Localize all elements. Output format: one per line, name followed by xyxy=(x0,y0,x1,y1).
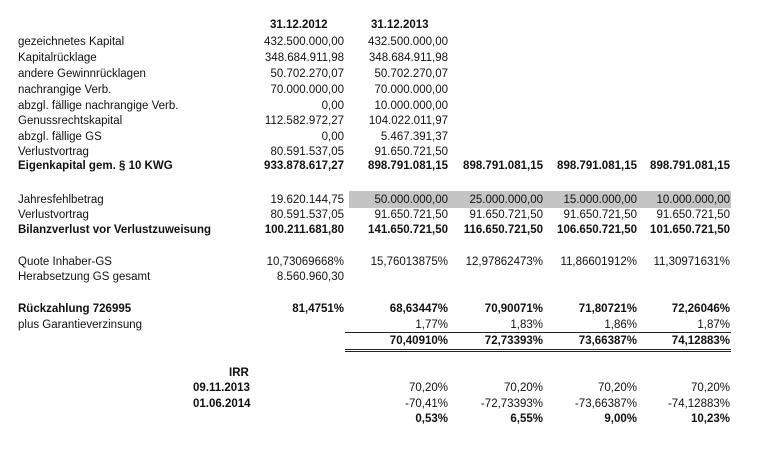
sum-rule-top xyxy=(345,332,731,333)
loss-total-value: 141.650.721,50 xyxy=(368,224,448,236)
row-label: Jahresfehlbetrag xyxy=(18,194,104,206)
rueckzahlung-value: 71,80721% xyxy=(578,303,637,315)
value-cell: 50.000.000,00 xyxy=(374,194,448,206)
garantie-label: plus Garantieverzinsung xyxy=(18,319,143,331)
value-2012: 0,00 xyxy=(321,100,344,112)
row-label: andere Gewinnrücklagen xyxy=(18,68,146,80)
rueckzahlung-value: 72,26046% xyxy=(671,303,730,315)
quote-value: 15,76013875% xyxy=(370,256,448,268)
irr-result: 0,53% xyxy=(415,413,448,425)
sum-value: 74,12883% xyxy=(671,335,730,347)
sum-rule-bottom-2 xyxy=(345,351,731,352)
value-2012: 112.582.972,27 xyxy=(264,115,344,127)
rueckzahlung-value: 70,90071% xyxy=(484,303,543,315)
value-2013: 70.000.000,00 xyxy=(374,84,448,96)
value-2012: 50.702.270,07 xyxy=(270,68,344,80)
equity-total-value: 898.791.081,15 xyxy=(463,160,543,172)
herabsetzung-label: Herabsetzung GS gesamt xyxy=(18,271,151,283)
rueckzahlung-label: Rückzahlung 726995 xyxy=(18,303,132,315)
value-cell: 91.650.721,50 xyxy=(563,209,637,221)
irr-value: -72,73393% xyxy=(480,398,543,410)
garantie-value: 1,83% xyxy=(510,319,543,331)
value-2013: 432.500.000,00 xyxy=(368,36,448,48)
irr-value: 70,20% xyxy=(503,382,543,394)
row-label: gezeichnetes Kapital xyxy=(18,36,125,48)
value-cell: 25.000.000,00 xyxy=(469,194,543,206)
value-2012: 0,00 xyxy=(321,131,344,143)
value-2013: 50.702.270,07 xyxy=(374,68,448,80)
value-2012: 80.591.537,05 xyxy=(270,146,344,158)
garantie-value: 1,86% xyxy=(604,319,637,331)
equity-total-value: 898.791.081,15 xyxy=(650,160,730,172)
irr-value: 70,20% xyxy=(690,382,730,394)
sum-rule-bottom-1 xyxy=(345,349,731,350)
irr-result: 6,55% xyxy=(510,413,543,425)
quote-value: 11,86601912% xyxy=(560,256,637,268)
loss-total-value: 101.650.721,50 xyxy=(650,224,730,236)
quote-label: Quote Inhaber-GS xyxy=(18,256,112,268)
value-2013: 91.650.721,50 xyxy=(374,146,448,158)
row-label: nachrangige Verb. xyxy=(18,84,112,96)
header-2013: 31.12.2013 xyxy=(371,19,429,31)
irr-date: 09.11.2013 xyxy=(193,382,250,394)
row-label: Genussrechtskapital xyxy=(18,115,123,127)
rueckzahlung-value: 81,4751% xyxy=(292,303,344,315)
irr-value: -73,66387% xyxy=(574,398,637,410)
value-2013: 104.022.011,97 xyxy=(368,115,448,127)
loss-total-value: 100.211.681,80 xyxy=(264,224,344,236)
loss-total-label: Bilanzverlust vor Verlustzuweisung xyxy=(18,224,211,236)
value-2013: 10.000.000,00 xyxy=(374,100,448,112)
equity-total-value: 898.791.081,15 xyxy=(368,160,448,172)
equity-total-value: 933.878.617,27 xyxy=(264,160,344,172)
row-label: abzgl. fällige nachrangige Verb. xyxy=(18,100,179,112)
loss-total-value: 116.650.721,50 xyxy=(463,224,543,236)
sum-value: 70,40910% xyxy=(389,335,448,347)
value-cell: 91.650.721,50 xyxy=(469,209,543,221)
sum-value: 73,66387% xyxy=(578,335,637,347)
quote-value: 10,73069668% xyxy=(266,256,344,268)
equity-total-value: 898.791.081,15 xyxy=(557,160,637,172)
quote-value: 12,97862473% xyxy=(465,256,543,268)
garantie-value: 1,77% xyxy=(415,319,448,331)
value-cell: 10.000.000,00 xyxy=(656,194,730,206)
rueckzahlung-value: 68,63447% xyxy=(389,303,448,315)
irr-title: IRR xyxy=(229,367,249,379)
irr-result: 9,00% xyxy=(604,413,637,425)
herabsetzung-value: 8.560.960,30 xyxy=(276,271,344,283)
value-cell: 80.591.537,05 xyxy=(270,209,344,221)
irr-result: 10,23% xyxy=(690,413,730,425)
value-2012: 70.000.000,00 xyxy=(270,84,344,96)
value-cell: 15.000.000,00 xyxy=(563,194,637,206)
garantie-value: 1,87% xyxy=(697,319,730,331)
value-2013: 348.684.911,98 xyxy=(368,52,448,64)
header-2012: 31.12.2012 xyxy=(270,19,328,31)
irr-date: 01.06.2014 xyxy=(193,398,251,410)
value-2012: 348.684.911,98 xyxy=(264,52,344,64)
value-2013: 5.467.391,37 xyxy=(380,131,448,143)
value-2012: 432.500.000,00 xyxy=(264,36,344,48)
value-cell: 19.620.144,75 xyxy=(270,194,344,206)
loss-total-value: 106.650.721,50 xyxy=(557,224,637,236)
row-label: Verlustvortrag xyxy=(18,146,89,158)
row-label: Verlustvortrag xyxy=(18,209,89,221)
value-cell: 91.650.721,50 xyxy=(374,209,448,221)
equity-total-label: Eigenkapital gem. § 10 KWG xyxy=(18,160,173,172)
row-label: abzgl. fällige GS xyxy=(18,131,102,143)
row-label: Kapitalrücklage xyxy=(18,52,97,64)
irr-value: 70,20% xyxy=(408,382,448,394)
irr-value: 70,20% xyxy=(597,382,637,394)
value-cell: 91.650.721,50 xyxy=(656,209,730,221)
sum-value: 72,73393% xyxy=(484,335,543,347)
irr-value: -70,41% xyxy=(405,398,448,410)
quote-value: 11,30971631% xyxy=(653,256,730,268)
irr-value: -74,12883% xyxy=(667,398,730,410)
